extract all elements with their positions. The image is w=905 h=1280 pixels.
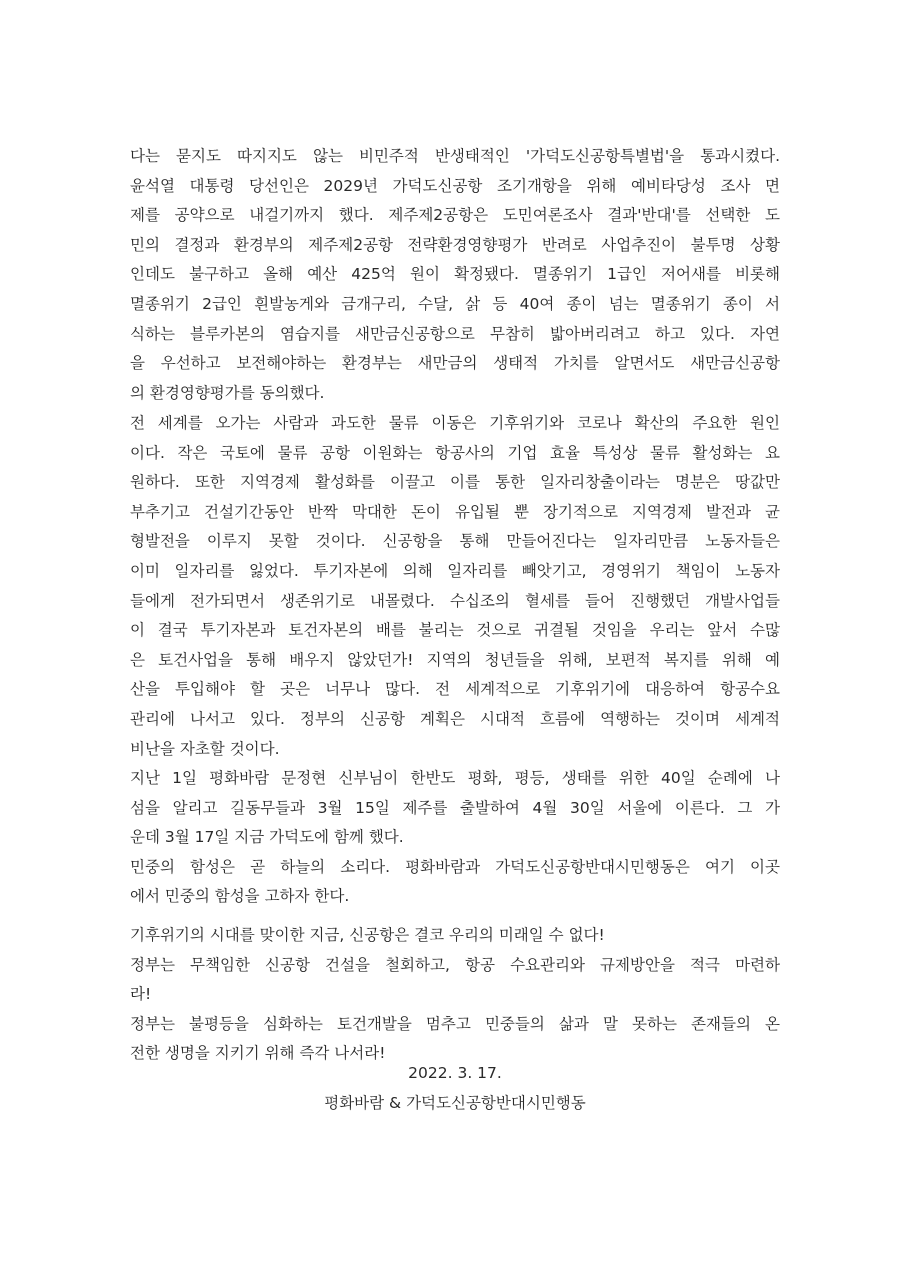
- text-line: 제를 공약으로 내걸기까지 했다. 제주제2공항은 도민여론조사 결과'반대'를 선택한 도: [130, 206, 780, 225]
- text-line: 의 환경영향평가를 동의했다.: [130, 383, 325, 402]
- text-line: 섬을 알리고 길동무들과 3월 15일 제주를 출발하여 4월 30일 서울에 이른다. 그 가: [130, 798, 780, 817]
- text-line: 민중의 함성은 곧 하늘의 소리다. 평화바람과 가덕도신공항반대시민행동은 여기 이곳: [130, 857, 780, 876]
- text-line: 멸종위기 2급인 흰발농게와 금개구리, 수달, 삵 등 40여 종이 넘는 멸종위기 종이 서: [130, 294, 780, 313]
- paragraph-pilgrimage: [130, 764, 780, 912]
- text-line: 다는 묻지도 따지지도 않는 비민주적 반생태적인 '가덕도신공항특별법'을 통과시켰다.: [130, 147, 780, 165]
- text-line: 원하다. 또한 지역경제 활성화를 이끌고 이를 통한 일자리창출이라는 명분은 땅값만: [130, 473, 780, 492]
- text-line: 이 결국 투기자본과 토건자본의 배를 불리는 것으로 귀결될 것임을 우리는 앞서 수많: [130, 621, 781, 640]
- signature-block: [130, 1059, 780, 1118]
- text-line: 전한 생명을 지키기 위해 즉각 나서라!: [130, 1044, 386, 1063]
- paragraph-climate-economy: [130, 409, 780, 764]
- text-line: 라!: [130, 985, 152, 1004]
- text-line: 정부는 불평등을 심화하는 토건개발을 멈추고 민중들의 삶과 말 못하는 존재들의 온: [130, 1014, 780, 1033]
- text-line: 에서 민중의 함성을 고하자 한다.: [130, 887, 350, 906]
- text-line: 비난을 자초할 것이다.: [130, 739, 280, 758]
- text-line: 민의 결정과 환경부의 제주제2공항 전략환경영향평가 반려로 사업추진이 불투명 상황: [130, 235, 780, 254]
- text-line: 정부는 무책임한 신공항 건설을 철회하고, 항공 수요관리와 규제방안을 적극 마련하: [130, 955, 780, 974]
- text-line: 식하는 블루카본의 염습지를 새만금신공항으로 무참히 밟아버리려고 하고 있다. 자연: [130, 324, 780, 343]
- text-line: 윤석열 대통령 당선인은 2029년 가덕도신공항 조기개항을 위해 예비타당성 조사 면: [130, 176, 780, 195]
- text-line: 인데도 불구하고 올해 예산 425억 원이 확정됐다. 멸종위기 1급인 저어새를 비롯해: [130, 265, 780, 284]
- text-line: 이미 일자리를 잃었다. 투기자본에 의해 일자리를 빼앗기고, 경영위기 책임이 노동자: [130, 561, 780, 580]
- text-line: 이다. 작은 국토에 물류 공항 이원화는 항공사의 기업 효율 특성상 물류 활성화는 요: [130, 443, 780, 462]
- text-line: 을 우선하고 보전해야하는 환경부는 새만금의 생태적 가치를 알면서도 새만금신공항: [130, 354, 780, 373]
- text-line: 전 세계를 오가는 사람과 과도한 물류 이동은 기후위기와 코로나 확산의 주요한 원인: [130, 414, 780, 432]
- text-line: 관리에 나서고 있다. 정부의 신공항 계획은 시대적 흐름에 역행하는 것이며 세계적: [130, 709, 780, 728]
- signing-organizations: 평화바람 & 가덕도신공항반대시민행동: [324, 1093, 586, 1112]
- text-line: 은 토건사업을 통해 배우지 않았던가! 지역의 청년들을 위해, 보편적 복지를 위해 예: [130, 650, 780, 669]
- text-line: 부추기고 건설기간동안 반짝 막대한 돈이 유입될 뿐 장기적으로 지역경제 발전과 균: [130, 502, 780, 521]
- paragraph-legislation: [130, 142, 780, 408]
- text-line: 지난 1일 평화바람 문정현 신부님이 한반도 평화, 평등, 생태를 위한 40일 순례에 나: [130, 769, 780, 787]
- text-line: 들에게 전가되면서 생존위기로 내몰렸다. 수십조의 혈세를 들어 진행했던 개발사업들: [130, 591, 780, 610]
- statement-date: 2022. 3. 17.: [408, 1064, 502, 1082]
- paragraph-demands: [130, 921, 780, 1069]
- text-line: 운데 3월 17일 지금 가덕도에 함께 했다.: [130, 828, 404, 847]
- text-line: 형발전을 이루지 못할 것이다. 신공항을 통해 만들어진다는 일자리만큼 노동자들은: [130, 532, 780, 551]
- text-line: 산을 투입해야 할 곳은 너무나 많다. 전 세계적으로 기후위기에 대응하여 항공수요: [130, 680, 780, 699]
- text-line: 기후위기의 시대를 맞이한 지금, 신공항은 결코 우리의 미래일 수 없다!: [130, 926, 605, 944]
